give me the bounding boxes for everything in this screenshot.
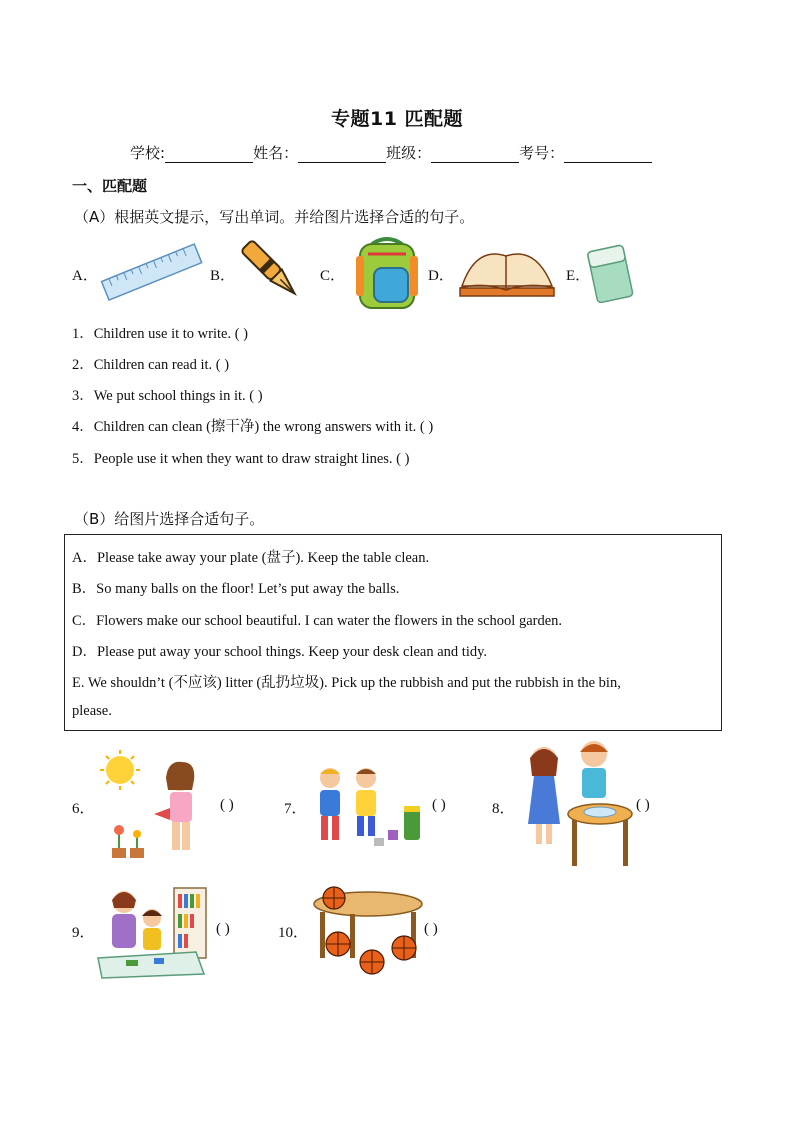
item-6-answer-blank[interactable]: ( ) <box>220 797 234 813</box>
option-b-label: B． <box>210 268 236 284</box>
sentence-b: B．So many balls on the floor! Let’s put away the balls. <box>72 581 400 597</box>
boys-picking-up-rubbish-picture <box>308 762 432 852</box>
part-a-instruction: （A）根据英文提示，写出单词。并给图片选择合适的句子。 <box>74 208 475 226</box>
girl-watering-flowers-picture <box>96 748 214 860</box>
sentence-a: A．Please take away your plate (盘子). Keep the table clean. <box>72 550 430 566</box>
number-label: 考号： <box>519 144 565 162</box>
name-blank[interactable] <box>298 146 386 163</box>
question-1: 1．Children use it to write. ( ) <box>72 326 248 342</box>
item-7-number: 7． <box>284 801 307 817</box>
mother-and-girl-tidying-desk-picture <box>96 882 208 982</box>
class-label: 班级： <box>386 144 432 162</box>
option-c-label: C． <box>320 268 346 284</box>
sentence-c: C．Flowers make our school beautiful. I can water the flowers in the school garden. <box>72 613 563 629</box>
sentence-e: E. We shouldn’t (不应该) litter (乱扔垃圾). Pick up the rubbish and put the rubbish in the bin, <box>72 675 621 691</box>
option-a-label: A． <box>72 268 98 284</box>
option-d-label: D． <box>428 268 454 284</box>
question-4: 4．Children can clean (擦干净) the wrong answers with it. ( ) <box>72 419 434 435</box>
ruler-icon <box>100 242 204 304</box>
question-3: 3．We put school things in it. ( ) <box>72 388 263 404</box>
book-icon <box>456 242 558 302</box>
kids-at-table-with-plate-picture <box>516 736 638 870</box>
item-6-number: 6． <box>72 801 95 817</box>
option-e-label: E． <box>566 268 591 284</box>
item-8-answer-blank[interactable]: ( ) <box>636 797 650 813</box>
item-10-answer-blank[interactable]: ( ) <box>424 921 438 937</box>
item-9-answer-blank[interactable]: ( ) <box>216 921 230 937</box>
question-2: 2．Children can read it. ( ) <box>72 357 230 373</box>
item-9-number: 9． <box>72 925 95 941</box>
school-blank[interactable] <box>165 146 253 163</box>
student-info-line <box>130 142 652 163</box>
name-label: 姓名： <box>253 144 299 162</box>
section-heading: 一、匹配题 <box>72 177 148 195</box>
backpack-icon <box>352 234 422 312</box>
fountain-pen-icon <box>238 238 310 308</box>
eraser-icon <box>584 240 636 306</box>
question-5: 5．People use it when they want to draw straight lines. ( ) <box>72 451 410 467</box>
item-10-number: 10． <box>278 925 309 941</box>
basketballs-under-table-picture <box>310 882 426 976</box>
part-b-instruction: （B）给图片选择合适句子。 <box>74 510 265 528</box>
item-7-answer-blank[interactable]: ( ) <box>432 797 446 813</box>
sentence-e-continued: please. <box>72 703 112 719</box>
number-blank[interactable] <box>564 146 652 163</box>
sentence-d: D．Please put away your school things. Keep your desk clean and tidy. <box>72 644 488 660</box>
school-label: 学校: <box>130 144 166 162</box>
class-blank[interactable] <box>431 146 519 163</box>
page-title: 专题11 匹配题 <box>330 108 464 130</box>
item-8-number: 8． <box>492 801 515 817</box>
